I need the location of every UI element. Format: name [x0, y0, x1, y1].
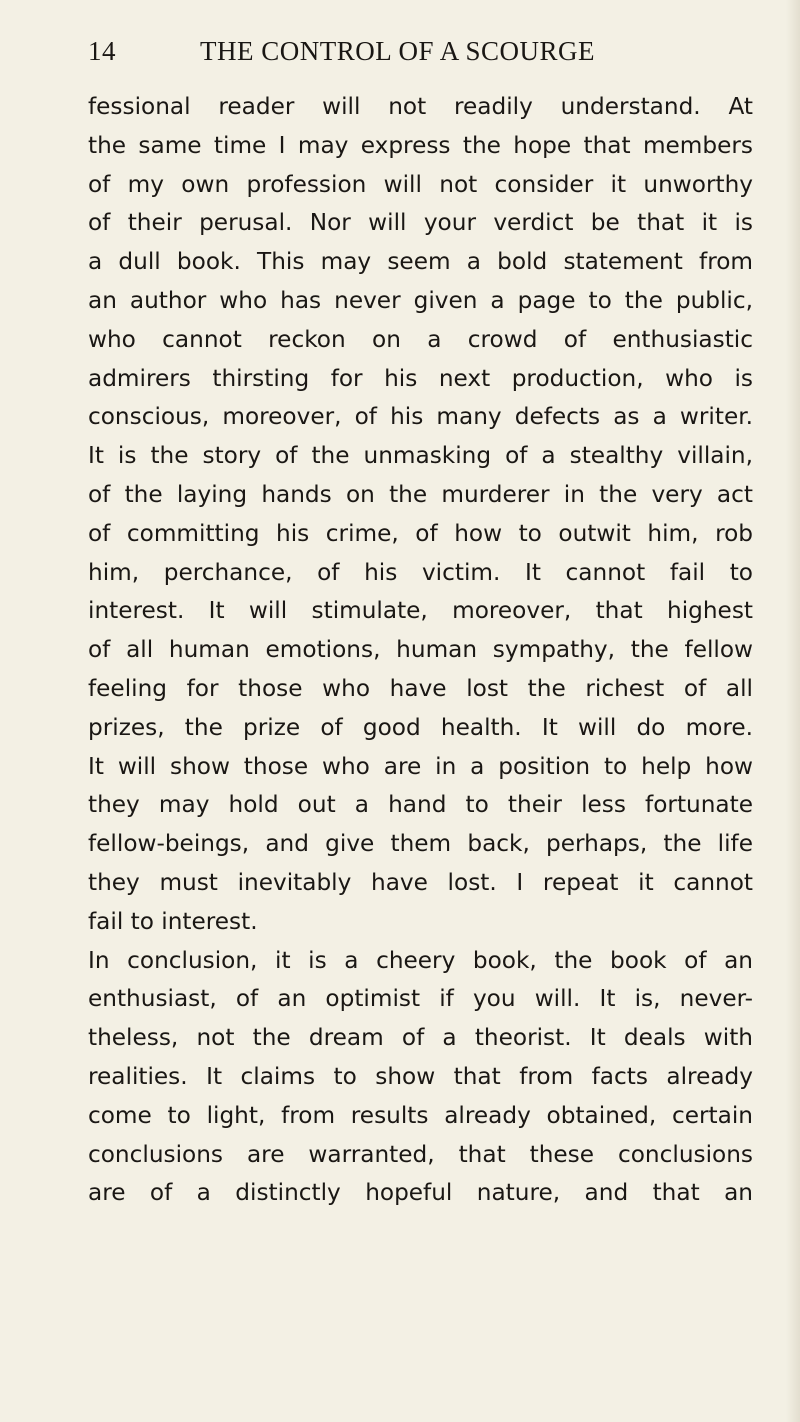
text-line: an author who has never given a page to the public, — [88, 286, 753, 314]
text-line: prizes, the prize of good health. It will do more. — [88, 713, 753, 741]
text-line: interest. It will stimulate, moreover, that highest — [88, 597, 753, 625]
text-line: enthusiast, of an optimist if you will. It is, never- — [88, 985, 753, 1013]
text-line: admirers thirsting for his next production, who is — [88, 364, 753, 392]
text-line: feeling for those who have lost the richest of all — [88, 674, 753, 702]
text-line: who cannot reckon on a crowd of enthusiastic — [88, 325, 753, 353]
page-edge-shadow — [786, 0, 800, 1422]
text-line: of my own profession will not consider it unworthy — [88, 170, 753, 198]
text-line: they must inevitably have lost. I repeat it cannot — [88, 868, 753, 896]
page-header — [88, 36, 720, 72]
text-line: realities. It claims to show that from facts already — [88, 1062, 753, 1090]
text-line: It will show those who are in a position to help how — [88, 752, 753, 780]
text-line: of committing his crime, of how to outwit him, rob — [88, 519, 753, 547]
text-line: of their perusal. Nor will your verdict be that it is — [88, 209, 753, 237]
text-line: theless, not the dream of a theorist. It deals with — [88, 1024, 753, 1052]
text-line: fessional reader will not readily understand. At — [88, 93, 753, 120]
text-line: In conclusion, it is a cheery book, the book of an — [88, 946, 753, 974]
text-line: a dull book. This may seem a bold statement from — [88, 248, 753, 276]
text-line: are of a distinctly hopeful nature, and that an — [88, 1179, 753, 1207]
text-line: fellow-beings, and give them back, perhaps, the life — [88, 830, 753, 858]
text-line: of the laying hands on the murderer in the very act — [88, 480, 753, 508]
text-line: him, perchance, of his victim. It cannot fail to — [88, 558, 753, 586]
text-line: the same time I may express the hope that members — [88, 131, 753, 159]
text-line: of all human emotions, human sympathy, the fellow — [88, 636, 753, 664]
text-line: It is the story of the unmasking of a stealthy villain, — [88, 442, 753, 470]
text-line: conscious, moreover, of his many defects as a writer. — [88, 403, 753, 431]
text-line: fail to interest. — [88, 907, 258, 935]
page-number: 14 — [88, 36, 116, 66]
text-line: come to light, from results already obtained, certain — [88, 1101, 753, 1129]
running-head: THE CONTROL OF A SCOURGE — [200, 36, 596, 66]
text-line: they may hold out a hand to their less fortunate — [88, 791, 753, 819]
text-line: conclusions are warranted, that these conclusions — [88, 1140, 753, 1168]
body-text — [88, 88, 753, 1213]
